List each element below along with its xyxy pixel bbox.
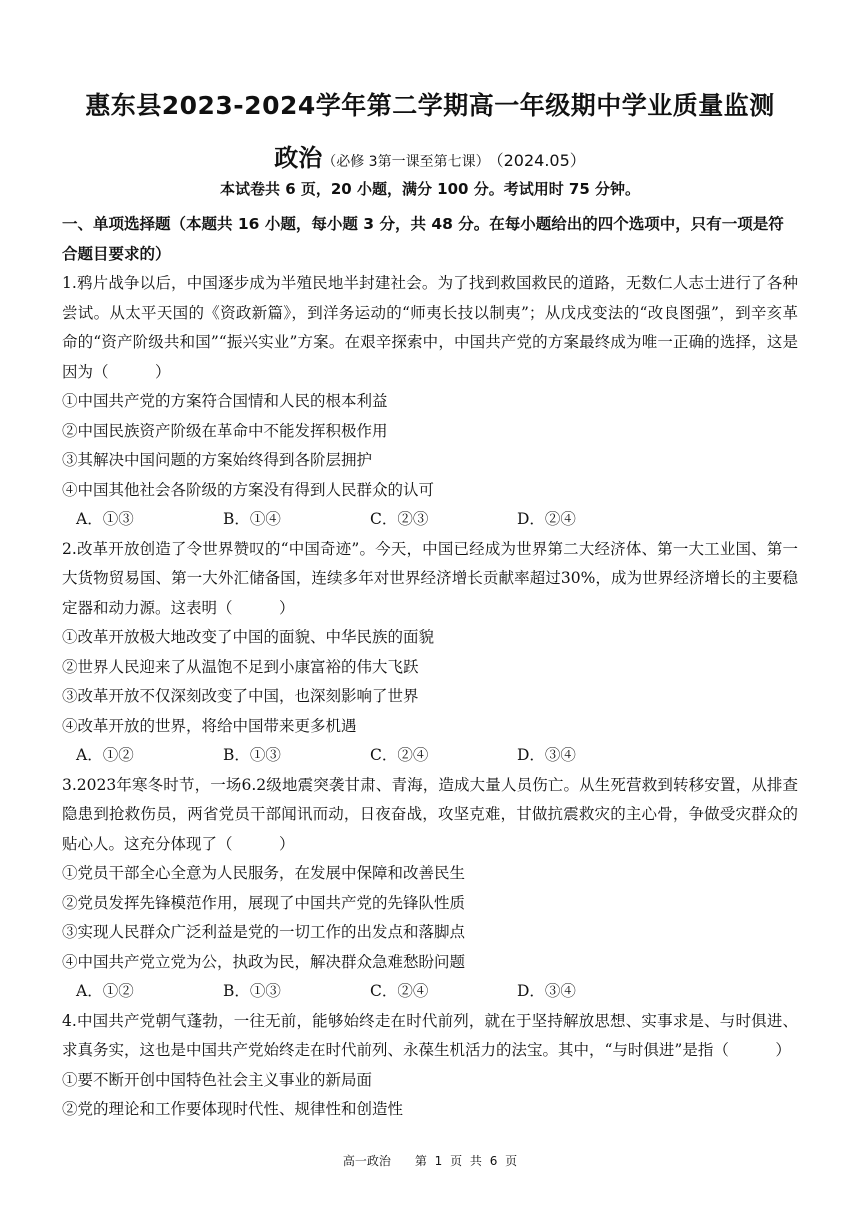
choice-c: C．②③	[370, 510, 429, 528]
question-1	[62, 269, 798, 535]
choice-b: B．①③	[223, 746, 281, 764]
subject-scope: （必修 3第一课至第七课）	[322, 154, 490, 170]
answer-choices	[62, 741, 798, 771]
question-2	[62, 535, 798, 771]
choice-b: B．①③	[223, 982, 281, 1000]
choice-b: B．①④	[223, 510, 281, 528]
questions-area	[62, 210, 798, 1125]
question-4	[62, 1007, 798, 1125]
statement-option: ④中国其他社会各阶级的方案没有得到人民群众的认可	[62, 480, 435, 499]
question-stem: 1.鸦片战争以后，中国逐步成为半殖民地半封建社会。为了找到救国救民的道路，无数仁人志士进行了各种尝试。从太平天国的《资政新篇》，到洋务运动的“师夷长技以制夷”；从戊戌变法的“改良图强”，到辛亥革命的“资产阶级共和国”“振兴实业”方案。在艰辛探索中，中国共产党的方案最终成为唯一正确的选择，这是因为（ ）	[62, 274, 798, 381]
statement-option: ②党的理论和工作要体现时代性、规律性和创造性	[62, 1100, 404, 1118]
statement-option: ①要不断开创中国特色社会主义事业的新局面	[62, 1070, 373, 1089]
choice-a: A．①②	[76, 746, 134, 764]
choice-d: D．③④	[517, 982, 576, 1000]
question-3	[62, 771, 798, 1007]
choice-a: A．①②	[76, 982, 134, 1000]
choice-d: D．②④	[517, 510, 576, 528]
subject-name: 政治	[274, 144, 323, 172]
section-heading: 一、单项选择题（本题共 16 小题，每小题 3 分，共 48 分。在每小题给出的四个选项中，只有一项是符合题目要求的）	[62, 215, 784, 263]
exam-subtitle	[0, 138, 860, 173]
statement-option: ④中国共产党立党为公，执政为民，解决群众急难愁盼问题	[62, 952, 466, 971]
question-stem: 4.中国共产党朝气蓬勃，一往无前，能够始终走在时代前列，就在于坚持解放思想、实事求是、与时俱进、求真务实，这也是中国共产党始终走在时代前列、永葆生机活力的法宝。其中，“与时俱进”是指（ ）	[62, 1011, 798, 1059]
exam-date: （2024.05）	[495, 151, 586, 170]
question-stem: 3.2023年寒冬时节，一场6.2级地震突袭甘肃、青海，造成大量人员伤亡。从生死营救到转移安置，从排查隐患到抢救伤员，两省党员干部闻讯而动，日夜奋战，攻坚克难，甘做抗震救灾的主心骨，争做受灾群众的贴心人。这充分体现了（ ）	[62, 775, 798, 853]
statement-option: ③改革开放不仅深刻改变了中国，也深刻影响了世界	[62, 687, 419, 705]
statement-option: ②党员发挥先锋模范作用，展现了中国共产党的先锋队性质	[62, 893, 466, 912]
statement-option: ①党员干部全心全意为人民服务，在发展中保障和改善民生	[62, 864, 466, 882]
choice-c: C．②④	[370, 746, 429, 764]
answer-choices	[62, 505, 798, 535]
answer-choices	[62, 977, 798, 1007]
statement-option: ③实现人民群众广泛利益是党的一切工作的出发点和落脚点	[62, 923, 466, 941]
statement-option: ④改革开放的世界，将给中国带来更多机遇	[62, 716, 357, 735]
statement-option: ③其解决中国问题的方案始终得到各阶层拥护	[62, 451, 373, 469]
exam-info: 本试卷共 6 页，20 小题，满分 100 分。考试用时 75 分钟。	[219, 180, 641, 198]
statement-option: ②中国民族资产阶级在革命中不能发挥积极作用	[62, 421, 388, 440]
choice-d: D．③④	[517, 746, 576, 764]
choice-a: A．①③	[76, 510, 134, 528]
statement-option: ②世界人民迎来了从温饱不足到小康富裕的伟大飞跃	[62, 657, 419, 676]
question-stem: 2.改革开放创造了令世界赞叹的“中国奇迹”。今天，中国已经成为世界第二大经济体、第一大工业国、第一大货物贸易国、第一大外汇储备国，连续多年对世界经济增长贡献率超过30%，成为世界经济增长的主要稳定器和动力源。这表明（ ）	[62, 539, 798, 617]
page-footer: 高一政治 第 1 页 共 6 页	[342, 1154, 518, 1168]
exam-title: 惠东县2023-2024学年第二学期高一年级期中学业质量监测	[85, 91, 775, 120]
statement-option: ①改革开放极大地改变了中国的面貌、中华民族的面貌	[62, 628, 435, 646]
statement-option: ①中国共产党的方案符合国情和人民的根本利益	[62, 392, 388, 410]
choice-c: C．②④	[370, 982, 429, 1000]
